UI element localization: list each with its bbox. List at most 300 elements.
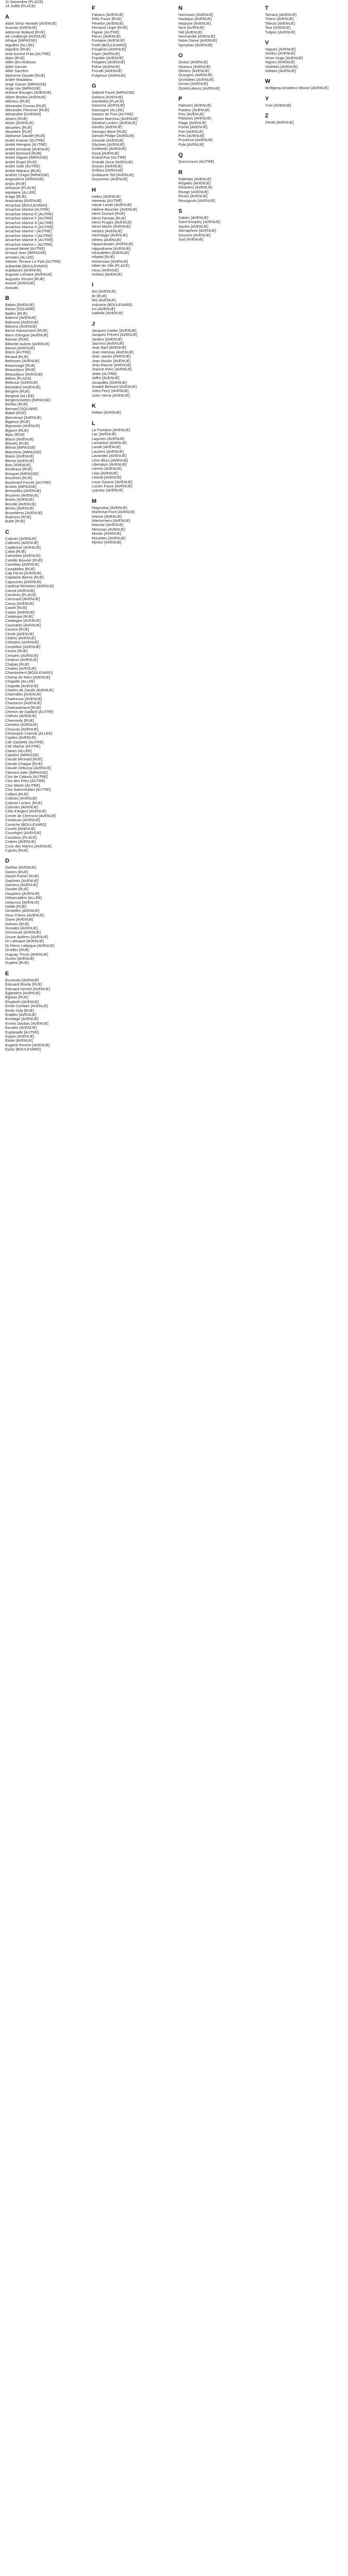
street-entry: Zénith [AVENUE] (265, 121, 294, 125)
street-entry: Callot [RUE] (5, 549, 26, 554)
street-entry: Océan [AVENUE] (178, 60, 208, 65)
street-entry: Grillons [AVENUE] (92, 168, 123, 173)
street-entry: Jardins [AVENUE] (92, 337, 123, 342)
street-entry: Espoir [AVENUE] (5, 1035, 35, 1039)
street-entry: Galions [AVENUE] (92, 95, 123, 99)
street-entry: Bignonias [AVENUE] (5, 424, 40, 429)
street-entry: Alexandre Dumas [RUE] (5, 104, 46, 108)
street-entry: Tamaris [AVENUE] (265, 13, 297, 17)
street-entry: Henri Frugès [AVENUE] (92, 221, 132, 225)
street-entry: Érables [AVENUE] (5, 1012, 37, 1017)
street-entry: Comte de Clermont [AVENUE] (5, 814, 56, 818)
street-entry: Fulgence [AVENUE] (92, 73, 126, 78)
street-entry: Daphnés [AVENUE] (5, 878, 39, 883)
street-entry: Antoine Bourges [AVENUE] (5, 91, 52, 95)
street-entry: Aubarède [BOULEVARD] (5, 264, 48, 268)
street-entry: Saules [AVENUE] (178, 224, 208, 229)
street-entry: Clos Saint-Hubert [AUTRE] (5, 788, 51, 792)
street-entry: Christophe Colomb [ALLÉE] (5, 732, 53, 736)
street-entry: Causse [RUE] (5, 628, 29, 632)
street-entry: Arrivées [ALLÉE] (5, 255, 34, 260)
street-entry: Daudet [RUE] (5, 887, 29, 892)
street-entry: Chalets [AVENUE] (5, 666, 37, 671)
street-entry: Dolmen [RUE] (5, 922, 29, 926)
street-entry: Beers [AUTRE] (5, 350, 31, 355)
street-entry: Alisers [RUE] (5, 116, 28, 121)
street-entry: Chapelle [ALLÉE] (5, 680, 35, 684)
street-entry: Gaston Marchou [AVENUE] (92, 116, 138, 121)
street-entry: Henri Martin [AVENUE] (92, 225, 131, 229)
street-entry: André Armandy [AVENUE] (5, 147, 49, 151)
street-entry: Camélias [AVENUE] (5, 563, 39, 567)
street-entry: Général Leclerc [AVENUE] (92, 121, 137, 125)
street-entry: Augustin Vincent [RUE] (5, 277, 45, 281)
street-entry: Dames [RUE] (5, 870, 28, 874)
street-entry: Orchidées [AVENUE] (178, 77, 214, 82)
street-entry: Fleurs [AVENUE] (92, 35, 121, 39)
street-entry: Blaise [AVENUE] (5, 454, 34, 459)
street-entry: Afrique [IMPASSE] (5, 39, 37, 43)
street-entry: Gironde [AVENUE] (92, 138, 124, 143)
street-entry: Bernard [SQUARE] (5, 406, 38, 411)
street-entry: Cousteau [PLACE] (5, 835, 37, 840)
street-entry: Îles [AVENUE] (92, 298, 116, 303)
street-entry: Dunes [AVENUE] (5, 956, 35, 961)
street-entry: Frêne [AVENUE] (92, 64, 120, 69)
street-entry: Clairière [IMPASSE] (5, 753, 39, 758)
street-entry: Jacques Cartier [AVENUE] (92, 328, 137, 333)
street-entry: Blanchets [IMPASSE] (5, 450, 42, 454)
street-entry: Lavandes [AVENUE] (92, 454, 127, 459)
street-entry: Bailles [RUE] (5, 311, 27, 316)
street-entry: Butte [RUE] (5, 519, 25, 524)
street-entry: Bidart [RUE] (5, 411, 26, 416)
street-entry: Bassin [AVENUE] (5, 346, 35, 351)
street-entry: Hélène Boucher [AVENUE] (92, 207, 137, 212)
street-entry: Emile Combes [AVENUE] (5, 1004, 48, 1009)
street-entry: Bérgère [RUE] (5, 389, 30, 394)
street-entry: Tour [AVENUE] (265, 26, 291, 30)
street-entry: Hameau [AUTRE] (92, 199, 122, 204)
street-entry: Marronniers [AVENUE] (92, 519, 130, 523)
section-letter-heading: Z (265, 113, 269, 120)
street-entry: Gascogne [ALLÉE] (92, 108, 124, 112)
street-entry: Sources [AVENUE] (178, 233, 211, 238)
street-entry: Lyautey [AVENUE] (92, 488, 123, 493)
street-entry: Notre Dame [AVENUE] (178, 39, 217, 43)
street-entry: Allée des Ardoises (5, 60, 37, 65)
street-entry: Genêts [AVENUE] (92, 125, 123, 130)
street-entry: Castel [RUE] (5, 606, 27, 611)
street-entry: Gabriel Fauré [IMPASSE] (92, 91, 135, 95)
street-entry: Cerisiers [AVENUE] (5, 653, 39, 658)
street-entry: Carrières [PLACE] (5, 593, 37, 597)
street-entry: Aubépines [AVENUE] (5, 268, 42, 273)
street-entry: Prés [AVENUE] (178, 133, 205, 138)
street-entry: Barrs d'Angoin [AVENUE] (5, 333, 48, 337)
street-entry: Pyla [AVENUE] (178, 142, 204, 147)
street-entry: Bouchers [RUE] (5, 476, 32, 481)
street-entry: Fougères [AVENUE] (92, 47, 126, 52)
street-entry: Auguste Lemaire [AVENUE] (5, 273, 52, 277)
street-entry: Arcachon Marine F [AUTRE] (5, 216, 53, 221)
street-entry: André Maublanc (5, 78, 33, 82)
street-entry: Chabas [RUE] (5, 662, 29, 667)
street-entry: Chevreuils [RUE] (5, 718, 34, 723)
street-entry: Narcisses [AVENUE] (178, 13, 213, 17)
street-entry: Cataloupe [RUE] (5, 615, 34, 619)
street-entry: Arcachon Marine L [AUTRE] (5, 242, 53, 247)
street-entry: Charles de Gaulle [AVENUE] (5, 688, 54, 692)
street-entry: Victor Hugo [AVENUE] (265, 56, 303, 60)
street-entry: Claude Bernard [RUE] (5, 757, 43, 762)
street-entry: Cabrols [AVENUE] (5, 536, 37, 541)
street-entry: Beauséjour [RUE] (5, 368, 36, 372)
street-entry: Moulin [AVENUE] (92, 532, 122, 536)
street-entry: Biganos [RUE] (5, 419, 30, 424)
street-entry: Dormeuse [AVENUE] (5, 930, 41, 935)
street-entry: Léon Blum [AVENUE] (92, 458, 128, 463)
street-entry: Cesbron [AVENUE] (5, 658, 38, 663)
street-entry: Alexandrie [CHEMIN] (5, 112, 41, 117)
street-entry: Platanes [AVENUE] (178, 116, 211, 121)
street-entry: Hermitage [AVENUE] (92, 233, 128, 238)
street-entry: Arcachon Marine G [AUTRE] (5, 221, 54, 225)
street-entry: Sémaphore [AVENUE] (178, 229, 217, 233)
street-entry: Deux Frères [AVENUE] (5, 913, 44, 918)
street-entry: Balsons [AVENUE] (5, 325, 37, 329)
street-entry: Pointe [AVENUE] (178, 125, 208, 130)
street-entry: Jean Hameau [AVENUE] (92, 350, 134, 354)
street-entry: Bienvenue [AVENUE] (5, 415, 42, 420)
index-column-2 (92, 0, 185, 545)
street-entry: Normandie [AVENUE] (178, 35, 216, 39)
street-entry: Débarcadère [ALLÉE] (5, 896, 42, 901)
street-entry: Alphonse Daudet [RUE] (5, 134, 45, 139)
street-entry: Clos Martin [AUTRE] (5, 783, 40, 788)
street-entry: Cabinets [AVENUE] (5, 541, 39, 546)
street-entry: Écureuils [AVENUE] (5, 978, 39, 982)
street-entry: Georges Bizet [RUE] (92, 129, 127, 134)
street-entry: Daniel Poirier [RUE] (5, 874, 39, 879)
street-entry: Ange Gaïner [IMPASSE] (5, 82, 46, 87)
section-letter-heading: F (92, 5, 95, 11)
street-entry: Acacias [AVENUE] (5, 26, 37, 30)
street-entry: Henri Farman [RUE] (92, 216, 126, 221)
street-entry: Cigales [AVENUE] (5, 736, 36, 740)
street-entry: Ormes [AVENUE] (178, 82, 208, 87)
street-entry: Alphonse Daudet [RUE] (5, 73, 45, 78)
street-entry: Delacroix [AVENUE] (5, 900, 39, 905)
street-entry: Gérard Philipe [AVENUE] (92, 134, 135, 139)
street-entry: Eugène Pereire [AVENUE] (5, 1043, 50, 1047)
street-entry: Bethoven [AVENUE] (5, 359, 40, 364)
section-letter-heading: N (178, 5, 183, 11)
street-entry: Joffre [AVENUE] (92, 376, 120, 381)
street-entry: Garenne [AVENUE] (92, 104, 125, 108)
street-entry: Albert Briollot [AVENUE] (5, 95, 46, 99)
street-entry: Duguay Trouin [AVENUE] (5, 952, 48, 957)
street-entry: Jeanne d'Arc [AVENUE] (92, 367, 132, 372)
section-letter-heading: W (265, 78, 271, 85)
street-entry: Chapelle [AVENUE] (5, 684, 39, 688)
index-column-4 (265, 0, 348, 125)
section-letter-heading: E (5, 970, 9, 977)
street-entry: Jean Racine [AVENUE] (92, 363, 131, 368)
street-entry: Goélands [AVENUE] (92, 147, 126, 151)
street-entry: Cardinal Richelieu [AVENUE] (5, 584, 54, 589)
street-entry: Grande Dune [AVENUE] (92, 160, 133, 164)
street-entry: Marine [AVENUE] (92, 514, 122, 519)
street-entry: Dentelles [AVENUE] (5, 909, 39, 913)
street-entry: Tulipes [AVENUE] (265, 30, 295, 35)
street-entry: Aé Lindbergh [AVENUE] (5, 35, 46, 39)
street-entry: Bassac [RUE] (5, 337, 29, 342)
street-entry: Dupleix [RUE] (5, 961, 29, 965)
street-entry: Henri Dunant [RUE] (92, 212, 125, 216)
street-entry: Béraud [RUE] (5, 354, 29, 359)
street-entry: Foyer [AVENUE] (92, 52, 120, 56)
street-entry: Guillaume Tell [AVENUE] (92, 173, 134, 177)
section-letter-heading: G (92, 83, 96, 90)
street-entry: Capitaine Bernis [RUE] (5, 575, 44, 580)
street-entry: Delille [RUE] (5, 905, 27, 909)
street-entry: Brulots [IMPASSE] (5, 485, 37, 489)
street-entry: Caumartin [AVENUE] (5, 623, 41, 628)
street-entry: Mauriac [AVENUE] (92, 523, 124, 528)
street-entry: Édouard Herriot [AVENUE] (5, 987, 51, 991)
street-entry: Félix Faure [RUE] (92, 17, 122, 22)
street-entry: Bosquet [IMPASSE] (5, 471, 39, 476)
street-entry: Saint-Exupéry [AVENUE] (178, 220, 221, 225)
street-entry: Bressolles [AVENUE] (5, 489, 41, 494)
street-entry: Ostréiculteurs [AVENUE] (178, 86, 220, 91)
street-entry: Graves [AVENUE] (92, 164, 123, 168)
street-entry: Émile Zola [RUE] (5, 1008, 34, 1013)
section-letter-heading: K (92, 403, 96, 410)
street-entry: Nymphes [AVENUE] (178, 43, 213, 47)
street-entry: Chasseurs [AVENUE] (5, 701, 42, 706)
street-entry: Arcachon Marine I [AUTRE] (5, 229, 52, 234)
street-entry: Camille Bouvier [RUE] (5, 558, 43, 563)
street-entry: 14 Juillet [PLACE] (5, 4, 36, 9)
street-entry: Cassy [AVENUE] (5, 601, 34, 606)
street-entry: Arcachon Marine E [AUTRE] (5, 212, 53, 216)
street-entry: Aurore [AVENUE] (5, 281, 35, 286)
street-entry: Chênes [AVENUE] (5, 714, 37, 719)
street-entry: Alizés [AVENUE] (5, 121, 34, 126)
street-entry: Brives [AVENUE] (5, 506, 34, 511)
street-entry: Araucarias [AVENUE] (5, 199, 42, 204)
street-entry: Faisans [AVENUE] (92, 13, 124, 17)
street-entry: Bois [AVENUE] (5, 463, 31, 468)
street-entry: Fontaine [AVENUE] (92, 39, 125, 43)
street-entry: Cécile [AVENUE] (5, 632, 34, 636)
street-entry: Roses [AVENUE] (178, 194, 208, 199)
index-column-3 (178, 0, 271, 242)
street-entry: Arcachon Marine [AUTRE] (5, 208, 49, 212)
street-entry: Choucas [AVENUE] (5, 727, 39, 732)
street-entry: Druides [RUE] (5, 948, 29, 953)
street-entry: Sables [AVENUE] (178, 216, 208, 220)
street-entry: Cendrillon [AVENUE] (5, 645, 41, 649)
street-entry: Allée Garnier (5, 64, 27, 69)
street-entry: Guynemer [AVENUE] (92, 177, 128, 182)
street-entry: Beauséjour [AVENUE] (5, 372, 43, 377)
street-entry: Chartreuse [AVENUE] (5, 697, 42, 701)
street-entry: Dr Lalesque [AVENUE] (5, 939, 44, 944)
street-entry: Catalogne [AVENUE] (5, 619, 41, 623)
street-entry: Jean Moulin [AVENUE] (92, 359, 130, 363)
section-letter-heading: M (92, 498, 97, 504)
street-entry: Centre [RUE] (5, 649, 28, 654)
street-entry: Provence [AVENUE] (178, 138, 213, 143)
street-entry: Gambetta [PLACE] (92, 99, 124, 104)
section-letter-heading: Q (178, 152, 183, 159)
section-letter-heading: B (5, 295, 9, 301)
street-entry: Alouettes [RUE] (5, 125, 32, 130)
street-entry: Cité Gardette [AUTRE] (5, 740, 44, 744)
street-entry: Franklin [AVENUE] (92, 56, 124, 61)
street-entry: Littoral [AVENUE] (92, 476, 122, 480)
street-entry: Halles [AVENUE] (92, 194, 121, 199)
street-entry: Jacques Prévert [AVENUE] (92, 333, 138, 337)
street-entry: Brises [AVENUE] (5, 498, 34, 502)
street-entry: Oliviers [AVENUE] (178, 69, 209, 74)
street-entry: Arcachon Marine K [AUTRE] (5, 238, 53, 243)
street-entry: Maréchal Foch [AVENUE] (92, 510, 135, 515)
street-entry: Églises [RUE] (5, 995, 29, 1000)
street-entry: Ernest Daubas [AVENUE] (5, 1021, 48, 1026)
street-entry: Plage [AVENUE] (178, 121, 207, 125)
street-entry: Claude Debussy [AVENUE] (5, 766, 52, 771)
street-entry: André Engel [RUE] (5, 160, 37, 164)
street-entry: Gaston de Foix [AUTRE] (92, 112, 134, 117)
street-entry: Élisabeth [AVENUE] (5, 999, 39, 1004)
street-entry: Fronde [AVENUE] (92, 69, 122, 74)
street-entry: Corniche [BOULEVARD] (5, 822, 46, 827)
street-entry: Carrousel [AVENUE] (5, 597, 40, 602)
street-entry: Palmiers [AVENUE] (178, 104, 211, 108)
street-entry: Résiniers [AVENUE] (178, 185, 212, 190)
street-entry: Clos des Fées [AUTRE] (5, 779, 45, 784)
street-entry: Lande [AVENUE] (92, 445, 121, 450)
street-entry: Magnolias [AVENUE] (92, 505, 127, 510)
street-entry: Figuier [AUTRE] (92, 30, 120, 35)
street-entry: Angoulème [IMPASSE] (5, 177, 44, 182)
street-entry: Aiguillon [RUE] (5, 47, 31, 52)
street-entry: Arnaud Jean [IMPASSE] (5, 251, 46, 256)
street-entry: Chemin de Gaillard [AUTRE] (5, 709, 54, 714)
street-entry: Tilleuls [AVENUE] (265, 21, 295, 26)
street-entry: Iris [AVENUE] (92, 307, 115, 311)
street-entry: Violettes [AVENUE] (265, 64, 298, 69)
street-entry: Calabrèse [AVENUE] (5, 545, 41, 550)
street-entry: André Gide [AUTRE] (5, 164, 40, 169)
street-entry: Aiguilles [ALLÉE] (5, 43, 34, 47)
street-entry: Ermitage [AVENUE] (5, 1017, 39, 1022)
street-entry: Herbes [AVENUE] (92, 229, 123, 233)
street-entry: Myrtes [AVENUE] (92, 540, 122, 545)
section-letter-heading: V (265, 40, 269, 46)
street-entry: Bergeronnettes [IMPASSE] (5, 398, 51, 402)
street-entry: Clément Ader [IMPASSE] (5, 770, 48, 775)
street-entry: Mimosas [AVENUE] (92, 527, 125, 532)
street-entry: Aquitaine [ALLÉE] (5, 190, 36, 195)
street-entry: Célestins [AVENUE] (5, 640, 39, 645)
street-entry: Églantiers [AVENUE] (5, 991, 40, 995)
street-entry: Ibis [AVENUE] (92, 290, 116, 294)
street-entry: Beaurivage [RUE] (5, 363, 36, 368)
street-entry: Alexandre Flemmer [RUE] (5, 108, 49, 112)
section-letter-heading: I (92, 282, 94, 289)
street-entry: Cap Ferret [AVENUE] (5, 571, 42, 575)
street-entry: Côte d'Argent [AVENUE] (5, 809, 46, 814)
section-letter-heading: D (5, 858, 9, 865)
street-entry: Hippodrome [AVENUE] (92, 246, 131, 251)
street-entry: Oiseaux [AVENUE] (178, 64, 211, 69)
street-entry: Cité Marine [AUTRE] (5, 744, 41, 749)
street-entry: Île [RUE] (92, 294, 107, 298)
street-entry: Crabes [AVENUE] (5, 840, 36, 844)
street-entry: Isabelle [AVENUE] (92, 311, 123, 316)
street-entry: Houx [AVENUE] (92, 268, 119, 273)
street-entry: Carnot [AVENUE] (5, 588, 35, 593)
street-entry: Courrèges [AVENUE] (5, 831, 41, 836)
street-entry: Bordeaux [RUE] (5, 467, 32, 472)
street-entry: Fernand Léger [RUE] (92, 26, 128, 30)
street-entry: Lilas [AVENUE] (92, 471, 118, 476)
street-entry: Bijou [RUE] (5, 433, 25, 437)
section-letter-heading: R (178, 169, 183, 176)
street-entry: Jules Verne [AVENUE] (92, 393, 130, 398)
street-entry: Libération [AVENUE] (92, 462, 127, 467)
street-entry: Antrauze [PLACE] (5, 186, 36, 191)
section-letter-heading: Y (265, 95, 269, 102)
street-entry: Wolfgang Amadeus Mozart [AVENUE] (265, 86, 329, 91)
street-entry: Port [AVENUE] (178, 129, 204, 134)
street-entry: Allée Sacrées (5, 69, 29, 74)
street-entry: Lierres [AVENUE] (92, 467, 122, 471)
street-entry: Louis Gaume [AVENUE] (92, 480, 132, 484)
street-entry: Castor [AVENUE] (5, 610, 35, 615)
street-entry: Balmoral [AVENUE] (5, 320, 39, 325)
street-entry: Arago [RUE] (5, 195, 26, 199)
street-entry: Rabelais [AVENUE] (178, 177, 211, 181)
street-entry: Cèdres [AVENUE] (5, 636, 36, 641)
street-entry: Haute Lande [AVENUE] (92, 203, 132, 208)
street-entry: Esplanade [AUTRE] (5, 1030, 39, 1035)
street-entry: Goya [AVENUE] (92, 151, 119, 156)
street-entry: Bâtarde-Aulnes [AVENUE] (5, 342, 49, 346)
street-entry: Eyrac [BOULEVARD] (5, 1047, 41, 1052)
street-entry: Joseph Bernard [AVENUE] (92, 385, 137, 389)
street-entry: Hêtres [AVENUE] (92, 238, 122, 242)
street-entry: Colonel Leclerc [RUE] (5, 801, 42, 805)
street-entry: Dorades [AVENUE] (5, 926, 38, 931)
street-entry: Lamartine [AVENUE] (92, 440, 127, 445)
street-entry: Quinconces [AUTRE] (178, 160, 214, 164)
street-entry: Arcachon Marine H [AUTRE] (5, 225, 54, 229)
street-entry: 11 Novembre [PLACE] (5, 0, 43, 4)
street-entry: Bellevue [AVENUE] (5, 381, 38, 385)
street-entry: Bruyères [AVENUE] (5, 493, 39, 498)
street-entry: Claires [ALLÉE] (5, 749, 32, 753)
street-entry: Diane [AVENUE] (5, 918, 34, 922)
street-entry: Grand Rue [AUTRE] (92, 156, 126, 160)
street-entry: André Bonnard [RUE] (5, 151, 42, 156)
street-entry: Dauphins [AVENUE] (5, 891, 40, 896)
